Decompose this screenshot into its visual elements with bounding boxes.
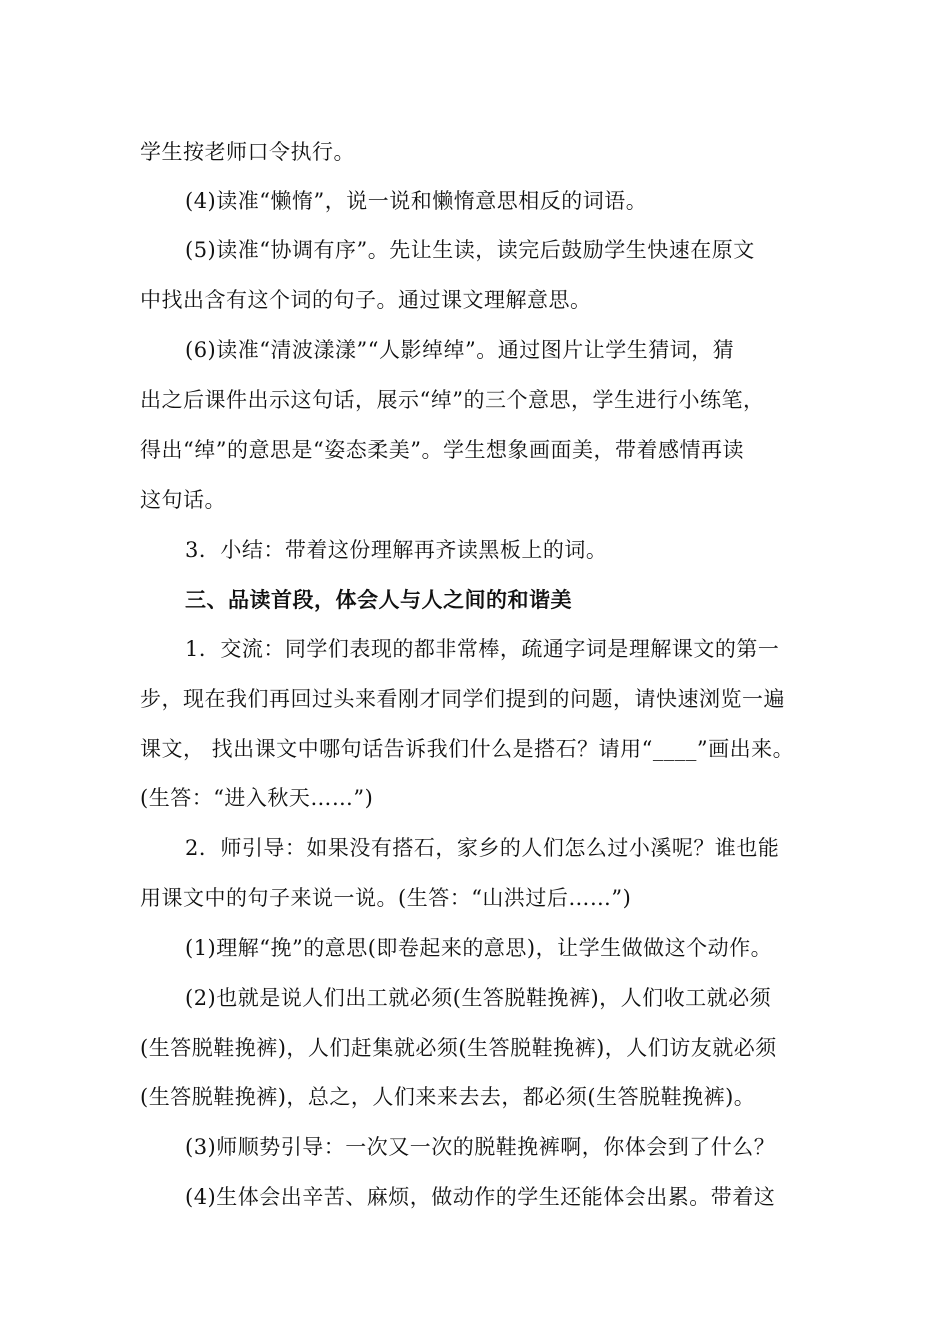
paragraph-line: 2．师引导：如果没有搭石，家乡的人们怎么过小溪呢？谁也能 (185, 836, 780, 860)
paragraph-line: (4)生体会出辛苦、麻烦，做动作的学生还能体会出累。带着这 (185, 1185, 776, 1209)
paragraph-line: 出之后课件出示这句话，展示“绰”的三个意思，学生进行小练笔， (140, 388, 765, 412)
paragraph-line: 课文， 找出课文中哪句话告诉我们什么是搭石？请用“____”画出来。 (140, 737, 795, 761)
paragraph-line: (生答脱鞋挽裤)，人们赶集就必须(生答脱鞋挽裤)，人们访友就必须 (140, 1036, 777, 1060)
paragraph-line: (1)理解“挽”的意思(即卷起来的意思)，让学生做做这个动作。 (185, 936, 773, 960)
paragraph-line: 这句话。 (140, 488, 226, 512)
paragraph-line: 1．交流：同学们表现的都非常棒，疏通字词是理解课文的第一 (185, 637, 780, 661)
paragraph-line: (3)师顺势引导：一次又一次的脱鞋挽裤啊，你体会到了什么？ (185, 1135, 776, 1159)
section-heading: 三、品读首段，体会人与人之间的和谐美 (185, 587, 572, 612)
paragraph-line: (4)读准“懒惰”，说一说和懒惰意思相反的词语。 (185, 189, 648, 213)
paragraph-line: 得出“绰”的意思是“姿态柔美”。学生想象画面美，带着感情再读 (140, 438, 744, 462)
paragraph-line: (生答：“进入秋天……”) (140, 786, 374, 810)
paragraph-line: (2)也就是说人们出工就必须(生答脱鞋挽裤)，人们收工就必须 (185, 986, 772, 1010)
paragraph-line: 学生按老师口令执行。 (140, 140, 355, 164)
paragraph-line: (5)读准“协调有序”。先让生读，读完后鼓励学生快速在原文 (185, 238, 755, 262)
paragraph-line: 用课文中的句子来说一说。(生答：“山洪过后……”) (140, 886, 632, 910)
paragraph-line: 中找出含有这个词的句子。通过课文理解意思。 (140, 288, 592, 312)
paragraph-line: (生答脱鞋挽裤)，总之，人们来来去去，都必须(生答脱鞋挽裤)。 (140, 1085, 756, 1109)
paragraph-line: (6)读准“清波漾漾”“人影绰绰”。通过图片让学生猜词，猜 (185, 338, 735, 362)
paragraph-line: 步，现在我们再回过头来看刚才同学们提到的问题，请快速浏览一遍 (140, 687, 785, 711)
paragraph-line: 3．小结：带着这份理解再齐读黑板上的词。 (185, 538, 608, 562)
